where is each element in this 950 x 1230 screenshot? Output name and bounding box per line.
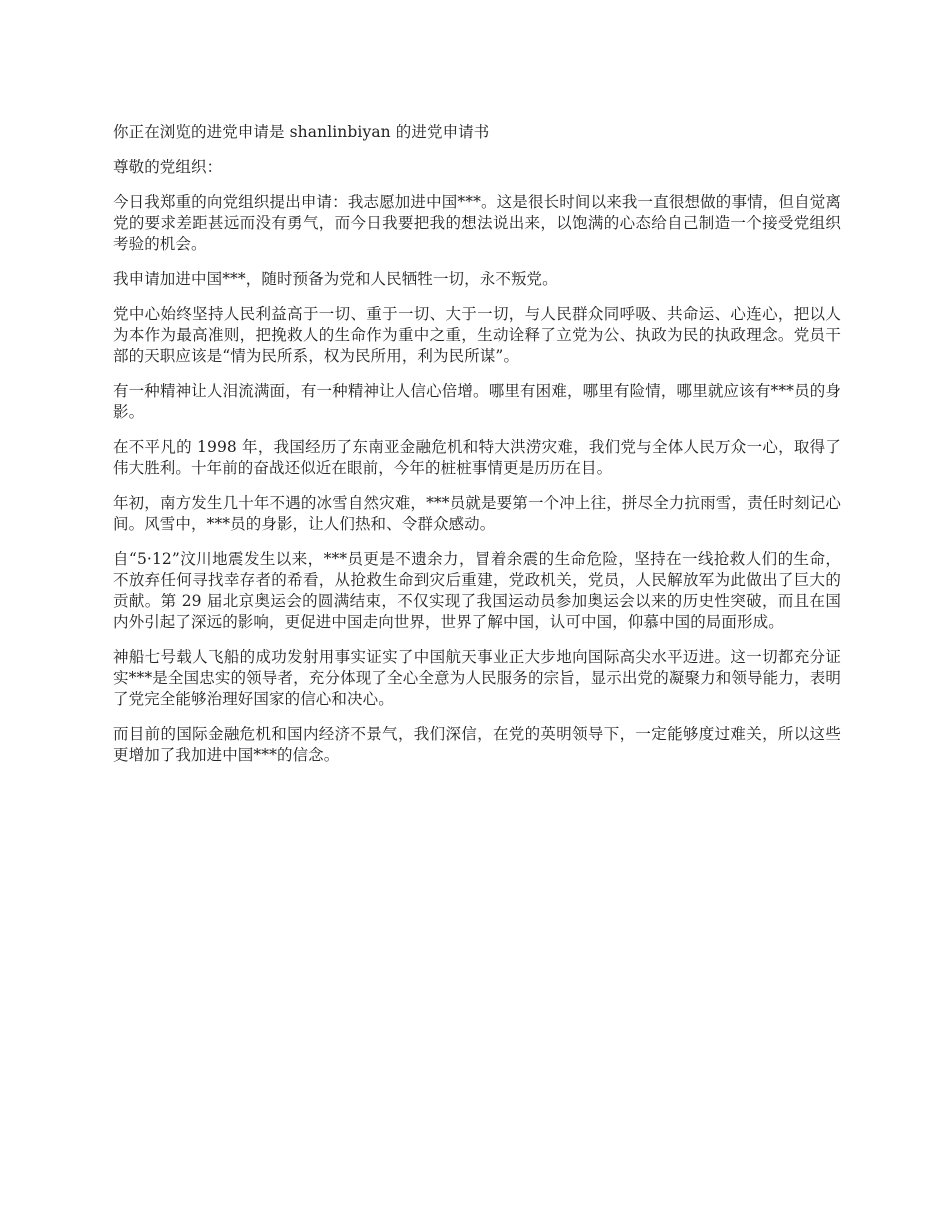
document-body [113,122,841,780]
paragraph-5: 在不平凡的 1998 年，我国经历了东南亚金融危机和特大洪涝灾难，我们党与全体人民万众一心，取得了伟大胜利。十年前的奋战还似近在眼前，今年的桩桩事情更是历历在目。 [113,438,841,477]
paragraph-7: 自“5·12”汶川地震发生以来，***员更是不遗余力，冒着余震的生命危险，坚持在一线抢救人们的生命，不放弃任何寻找幸存者的希看，从抢救生命到灾后重建，党政机关，党员，人民解放军为此做出了巨大的贡献。第 29 届北京奥运会的圆满结束，不仅实现了我国运动员参加奥运会以来的历史性突破，而且在国内外引起了深远的影响，更促进中国走向世界，世界了解中国，认可中国，仰慕中国的局面形成。 [113,550,841,631]
paragraph-2: 我申请加进中国***，随时预备为党和人民牺牲一切，永不叛党。 [113,270,558,288]
salutation: 尊敬的党组织： [113,158,223,176]
paragraph-3: 党中心始终坚持人民利益高于一切、重于一切、大于一切，与人民群众同呼吸、共命运、心连心，把以人为本作为最高准则，把挽救人的生命作为重中之重，生动诠释了立党为公、执政为民的执政理念。党员干部的天职应该是“情为民所系，权为民所用，利为民所谋”。 [113,305,841,365]
paragraph-9: 而目前的国际金融危机和国内经济不景气，我们深信，在党的英明领导下，一定能够度过难关，所以这些更增加了我加进中国***的信念。 [113,725,841,764]
paragraph-4: 有一种精神让人泪流满面，有一种精神让人信心倍增。哪里有困难，哪里有险情，哪里就应该有***员的身影。 [113,382,841,421]
document-header: 你正在浏览的进党申请是 shanlinbiyan 的进党申请书 [113,123,490,141]
paragraph-6: 年初，南方发生几十年不遇的冰雪自然灾难，***员就是要第一个冲上往，拼尽全力抗雨雪，责任时刻记心间。风雪中，***员的身影，让人们热和、令群众感动。 [113,494,841,533]
paragraph-1: 今日我郑重的向党组织提出申请：我志愿加进中国***。这是很长时间以来我一直很想做的事情，但自觉离党的要求差距甚远而没有勇气，而今日我要把我的想法说出来，以饱满的心态给自己制造一个接受党组织考验的机会。 [113,193,841,253]
paragraph-8: 神船七号载人飞船的成功发射用事实证实了中国航天事业正大步地向国际高尖水平迈进。这一切都充分证实***是全国忠实的领导者，充分体现了全心全意为人民服务的宗旨，显示出党的凝聚力和领导能力，表明了党完全能够治理好国家的信心和决心。 [113,648,841,708]
